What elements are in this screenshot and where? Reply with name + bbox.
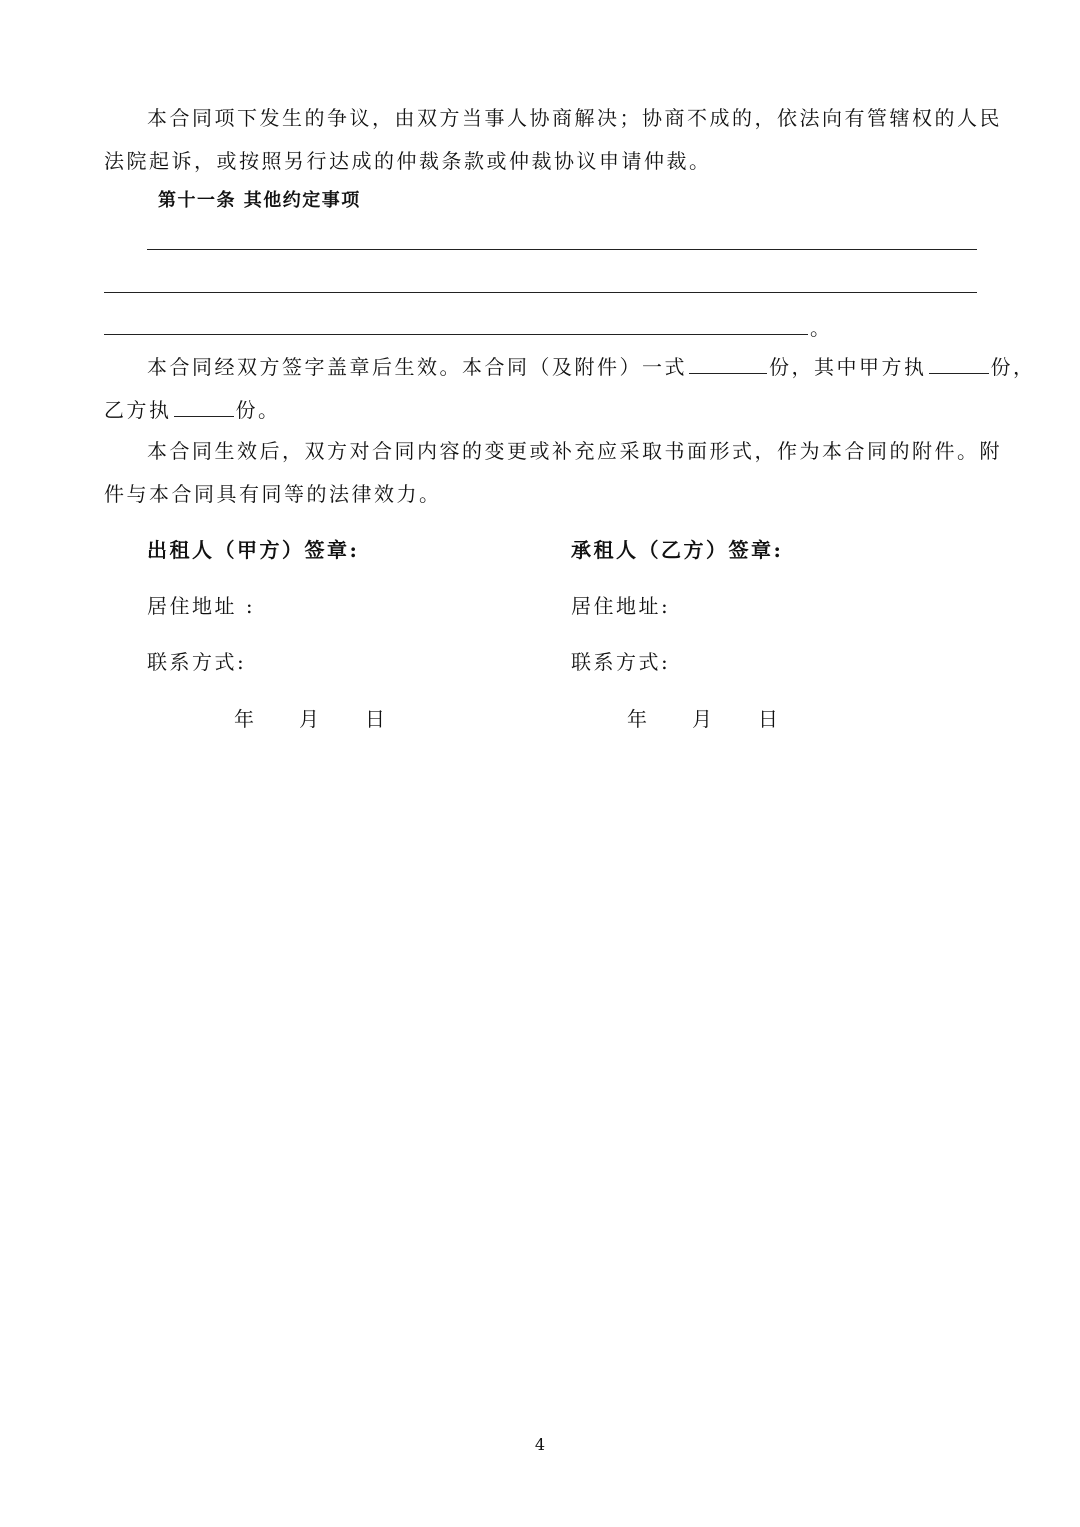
total-copies-blank [689, 353, 767, 374]
lessee-address-label: 居住地址: [571, 594, 671, 618]
effect-clause-text-4: 乙方执 [104, 398, 172, 422]
lessee-contact-label: 联系方式: [571, 650, 671, 674]
lessor-address-label: 居住地址 : [147, 594, 256, 618]
amendment-clause-line-1: 本合同生效后，双方对合同内容的变更或补充应采取书面形式，作为本合同的附件。附 [147, 439, 1002, 463]
amendment-clause-line-2: 件与本合同具有同等的法律效力。 [104, 482, 442, 506]
party-b-copies-blank [174, 396, 234, 417]
article-11-heading: 第十一条 其他约定事项 [158, 190, 361, 211]
lessor-date-day: 日 [365, 707, 385, 731]
lessor-date-year: 年 [234, 707, 254, 731]
page-number: 4 [534, 1435, 546, 1454]
other-terms-blank-line-1 [147, 249, 977, 250]
lessor-signature-title: 出租人（甲方）签章: [147, 538, 360, 562]
party-a-copies-blank [929, 353, 989, 374]
lessor-contact-label: 联系方式: [147, 650, 247, 674]
effect-clause-text-1: 本合同经双方签字盖章后生效。本合同（及附件）一式 [147, 355, 687, 379]
dispute-clause-line-1: 本合同项下发生的争议，由双方当事人协商解决；协商不成的，依法向有管辖权的人民 [147, 106, 1002, 130]
effect-clause-text-5: 份。 [235, 398, 281, 422]
effect-clause-text-3: 份， [990, 355, 1036, 379]
dispute-clause-line-2: 法院起诉，或按照另行达成的仲裁条款或仲裁协议申请仲裁。 [104, 149, 712, 173]
effect-clause-text-2: 份，其中甲方执 [769, 355, 927, 379]
other-terms-blank-line-3 [104, 334, 808, 335]
lessee-date-day: 日 [758, 707, 778, 731]
lessee-signature-title: 承租人（乙方）签章: [571, 538, 784, 562]
lessor-date-month: 月 [299, 707, 319, 731]
other-terms-blank-line-2 [104, 292, 977, 293]
lessee-date-month: 月 [692, 707, 712, 731]
other-terms-end-mark: 。 [810, 316, 833, 340]
effect-clause-line-1 [147, 353, 1036, 381]
effect-clause-line-2 [104, 396, 281, 424]
lessee-date-year: 年 [627, 707, 647, 731]
